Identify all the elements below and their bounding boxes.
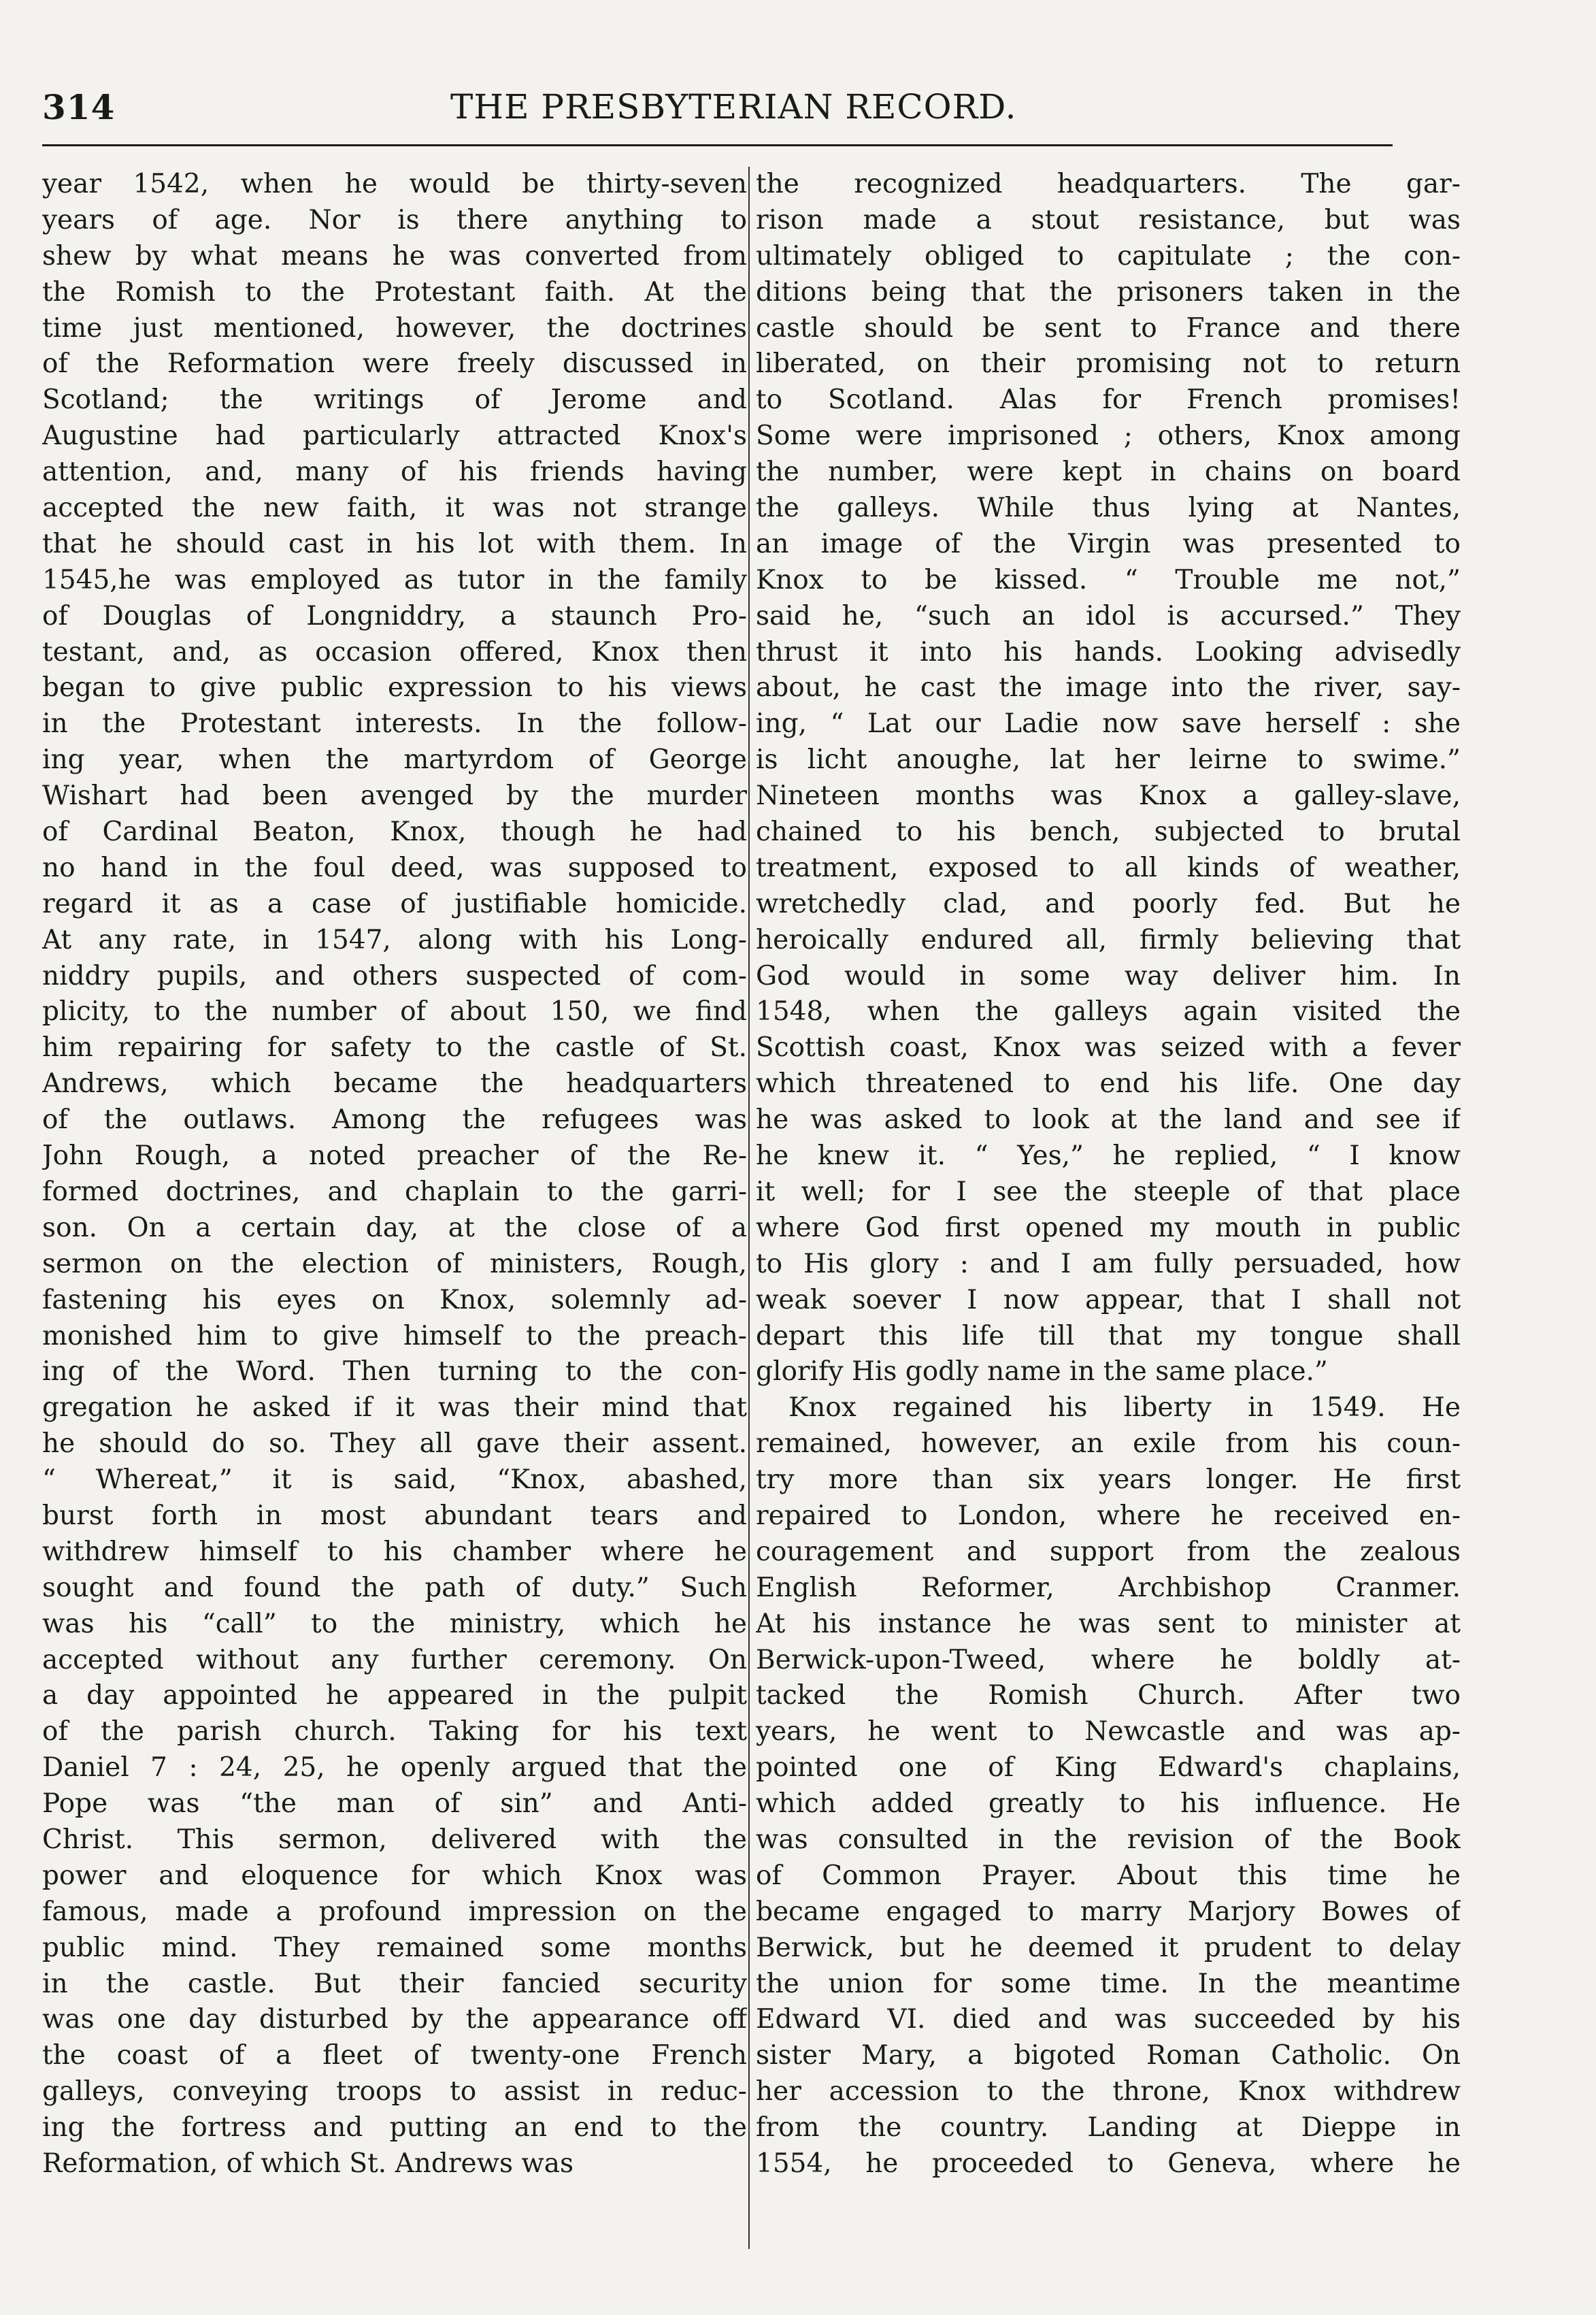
text-line: Berwick, but he deemed it prudent to delay — [756, 1932, 1461, 1963]
text-line: depart this life till that my tongue shall — [756, 1320, 1461, 1351]
text-line: Augustine had particularly attracted Knox's — [42, 421, 747, 452]
text-line: famous, made a profound impression on the — [42, 1896, 747, 1927]
text-line: pointed one of King Edward's chaplains, — [756, 1752, 1461, 1784]
text-line: which added greatly to his influence. He — [756, 1788, 1461, 1820]
text-line: was his “call” to the ministry, which he — [42, 1608, 747, 1639]
text-line: Nineteen months was Knox a galley-slave, — [756, 781, 1461, 812]
text-line: Knox to be kissed. “ Trouble me not,” — [756, 564, 1461, 595]
text-line: regard it as a case of justifiable homicide. — [42, 888, 747, 919]
text-line: “ Whereat,” it is said, “Knox, abashed, — [42, 1464, 747, 1496]
text-line: accepted without any further ceremony. On — [42, 1644, 747, 1675]
text-line: shew by what means he was converted from — [42, 240, 747, 272]
text-line: galleys, conveying troops to assist in reduc- — [42, 2076, 747, 2107]
text-line: he was asked to look at the land and see if — [756, 1104, 1461, 1136]
text-line: sister Mary, a bigoted Roman Catholic. On — [756, 2040, 1461, 2071]
text-line: it well; for I see the steeple of that place — [756, 1176, 1461, 1207]
text-line: glorify His godly name in the same place.” — [756, 1356, 1328, 1388]
text-line: attention, and, many of his friends having — [42, 457, 747, 488]
text-line: plicity, to the number of about 150, we find — [42, 996, 747, 1028]
text-line: testant, and, as occasion offered, Knox then — [42, 636, 747, 668]
text-line: wretchedly clad, and poorly fed. But he — [756, 888, 1461, 919]
text-line: son. On a certain day, at the close of a — [42, 1212, 747, 1243]
text-line: weak soever I now appear, that I shall not — [756, 1284, 1461, 1315]
text-line: Berwick-upon-Tweed, where he boldly at- — [756, 1644, 1461, 1675]
text-line: of the parish church. Taking for his text — [42, 1716, 747, 1747]
text-line: At any rate, in 1547, along with his Long- — [42, 924, 747, 955]
text-line: the number, were kept in chains on board — [756, 457, 1461, 488]
text-line: formed doctrines, and chaplain to the garri- — [42, 1176, 747, 1207]
text-line: the recognized headquarters. The gar- — [756, 169, 1461, 199]
text-line: couragement and support from the zealous — [756, 1536, 1461, 1567]
text-line: Wishart had been avenged by the murder — [42, 781, 747, 812]
text-line: God would in some way deliver him. In — [756, 960, 1461, 991]
text-line: castle should be sent to France and there — [756, 312, 1461, 344]
text-line: year 1542, when he would be thirty-seven — [42, 169, 747, 199]
text-line: At his instance he was sent to minister at — [756, 1608, 1461, 1639]
text-line: was consulted in the revision of the Book — [756, 1824, 1461, 1855]
right-column — [756, 167, 1461, 2256]
text-line: ing, “ Lat our Ladie now save herself : she — [756, 708, 1461, 740]
text-line: ditions being that the prisoners taken in the — [756, 276, 1461, 308]
text-line: of Common Prayer. About this time he — [756, 1860, 1461, 1891]
text-line: power and eloquence for which Knox was — [42, 1860, 747, 1891]
text-line: the galleys. While thus lying at Nantes, — [756, 493, 1461, 524]
text-line: English Reformer, Archbishop Cranmer. — [756, 1572, 1461, 1603]
header-rule — [42, 144, 1393, 146]
text-line: gregation he asked if it was their mind that — [42, 1392, 747, 1424]
text-line: Knox regained his liberty in 1549. He — [788, 1392, 1461, 1424]
text-line: said he, “such an idol is accursed.” They — [756, 600, 1461, 631]
running-title: THE PRESBYTERIAN RECORD. — [450, 87, 1017, 127]
text-line: in the castle. But their fancied security — [42, 1968, 747, 1999]
page-number: 314 — [42, 87, 116, 127]
text-line: of the Reformation were freely discussed in — [42, 348, 747, 380]
text-line: try more than six years longer. He first — [756, 1464, 1461, 1496]
text-line: remained, however, an exile from his coun- — [756, 1428, 1461, 1460]
text-line: which threatened to end his life. One day — [756, 1068, 1461, 1100]
text-line: from the country. Landing at Dieppe in — [756, 2112, 1461, 2144]
text-line: her accession to the throne, Knox withdrew — [756, 2076, 1461, 2107]
text-line: in the Protestant interests. In the follow- — [42, 708, 747, 740]
text-line: years, he went to Newcastle and was ap- — [756, 1716, 1461, 1747]
text-line: 1545,he was employed as tutor in the family — [42, 564, 747, 595]
text-line: public mind. They remained some months — [42, 1932, 747, 1963]
text-line: about, he cast the image into the river, say- — [756, 672, 1461, 704]
text-line: a day appointed he appeared in the pulpit — [42, 1680, 747, 1711]
text-line: Andrews, which became the headquarters — [42, 1068, 747, 1100]
text-line: ing of the Word. Then turning to the con- — [42, 1356, 747, 1388]
text-line: years of age. Nor is there anything to — [42, 204, 747, 235]
text-line: chained to his bench, subjected to brutal — [756, 817, 1461, 848]
text-line: Reformation, of which St. Andrews was — [42, 2148, 574, 2179]
text-line: repaired to London, where he received en- — [756, 1500, 1461, 1531]
text-line: fastening his eyes on Knox, solemnly ad- — [42, 1284, 747, 1315]
text-line: sermon on the election of ministers, Rough, — [42, 1248, 747, 1279]
text-line: the Romish to the Protestant faith. At the — [42, 276, 747, 308]
text-line: withdrew himself to his chamber where he — [42, 1536, 747, 1567]
text-line: rison made a stout resistance, but was — [756, 204, 1461, 235]
text-line: he should do so. They all gave their assent. — [42, 1428, 747, 1460]
text-line: began to give public expression to his views — [42, 672, 747, 704]
text-line: sought and found the path of duty.” Such — [42, 1572, 747, 1603]
text-line: of Cardinal Beaton, Knox, though he had — [42, 817, 747, 848]
text-line: liberated, on their promising not to return — [756, 348, 1461, 380]
text-line: John Rough, a noted preacher of the Re- — [42, 1140, 747, 1172]
text-line: him repairing for safety to the castle of St. — [42, 1032, 747, 1064]
left-column — [42, 167, 747, 2256]
text-line: 1554, he proceeded to Geneva, where he — [756, 2148, 1461, 2179]
text-line: 1548, when the galleys again visited the — [756, 996, 1461, 1028]
text-line: thrust it into his hands. Looking advisedly — [756, 636, 1461, 668]
text-line: became engaged to marry Marjory Bowes of — [756, 1896, 1461, 1927]
text-line: Edward VI. died and was succeeded by his — [756, 2004, 1461, 2035]
text-line: Scotland; the writings of Jerome and — [42, 384, 747, 416]
text-line: of Douglas of Longniddry, a staunch Pro- — [42, 600, 747, 631]
text-line: he knew it. “ Yes,” he replied, “ I know — [756, 1140, 1461, 1172]
column-divider — [748, 167, 750, 2249]
text-line: Christ. This sermon, delivered with the — [42, 1824, 747, 1855]
text-line: that he should cast in his lot with them. In — [42, 528, 747, 559]
text-line: was one day disturbed by the appearance off — [42, 2004, 747, 2035]
text-line: ing the fortress and putting an end to the — [42, 2112, 747, 2144]
text-line: treatment, exposed to all kinds of weather, — [756, 852, 1461, 883]
text-line: the union for some time. In the meantime — [756, 1968, 1461, 1999]
text-line: accepted the new faith, it was not strange — [42, 493, 747, 524]
text-line: is licht anoughe, lat her leirne to swime.” — [756, 744, 1461, 776]
text-line: burst forth in most abundant tears and — [42, 1500, 747, 1531]
text-line: Scottish coast, Knox was seized with a fever — [756, 1032, 1461, 1064]
page-header — [42, 87, 1393, 142]
text-line: Pope was “the man of sin” and Anti- — [42, 1788, 747, 1820]
text-line: an image of the Virgin was presented to — [756, 528, 1461, 559]
text-line: monished him to give himself to the preach- — [42, 1320, 747, 1351]
text-line: to His glory : and I am fully persuaded, how — [756, 1248, 1461, 1279]
text-line: where God first opened my mouth in public — [756, 1212, 1461, 1243]
text-line: heroically endured all, firmly believing that — [756, 924, 1461, 955]
text-line: Some were imprisoned ; others, Knox among — [756, 421, 1461, 452]
text-line: to Scotland. Alas for French promises! — [756, 384, 1461, 416]
text-line: no hand in the foul deed, was supposed to — [42, 852, 747, 883]
text-line: Daniel 7 : 24, 25, he openly argued that the — [42, 1752, 747, 1784]
text-line: tacked the Romish Church. After two — [756, 1680, 1461, 1711]
text-line: ing year, when the martyrdom of George — [42, 744, 747, 776]
text-line: of the outlaws. Among the refugees was — [42, 1104, 747, 1136]
text-line: ultimately obliged to capitulate ; the con- — [756, 240, 1461, 272]
text-line: niddry pupils, and others suspected of com- — [42, 960, 747, 991]
text-line: time just mentioned, however, the doctrines — [42, 312, 747, 344]
text-line: the coast of a fleet of twenty-one French — [42, 2040, 747, 2071]
